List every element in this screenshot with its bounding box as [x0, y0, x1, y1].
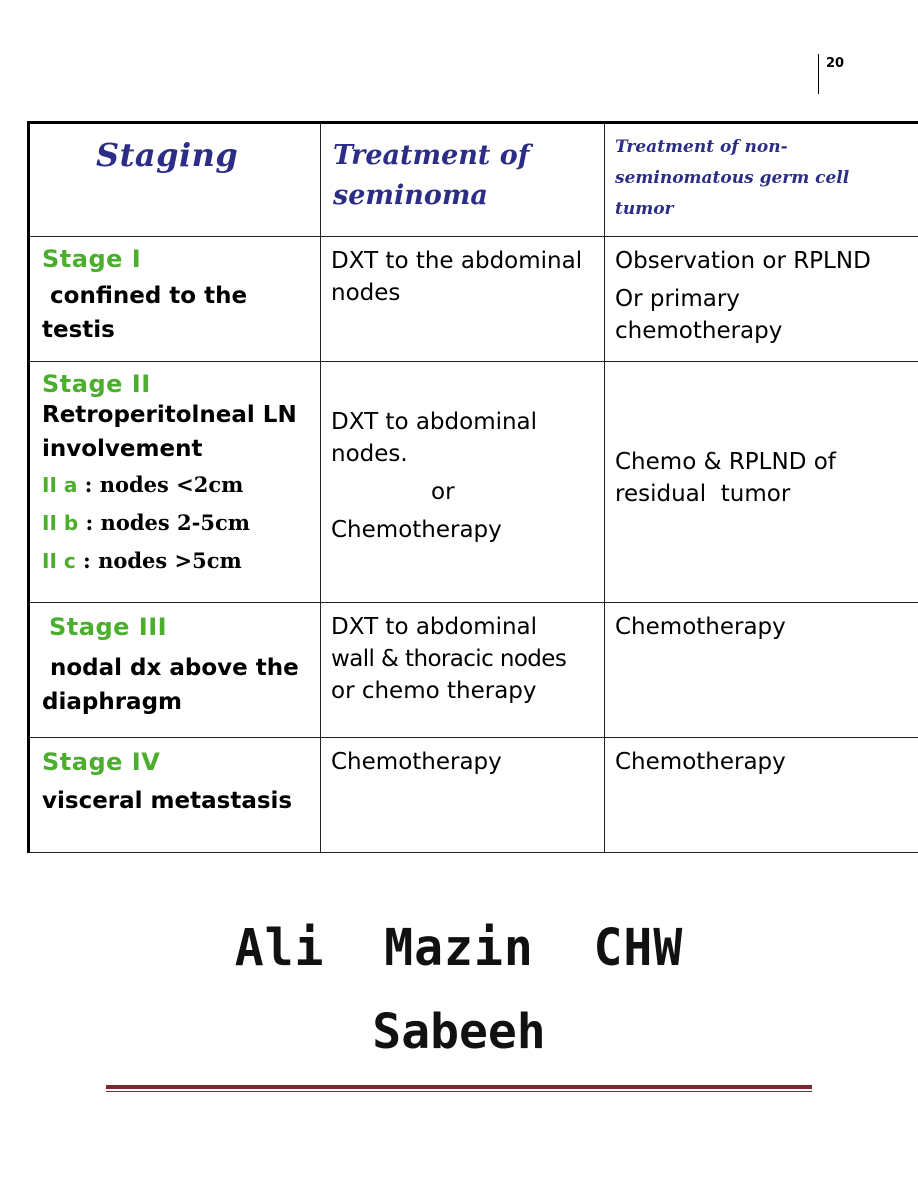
- signature-line-1: Ali Mazin CHW: [234, 918, 684, 978]
- stage-3-seminoma: [321, 603, 604, 707]
- header-non-seminoma-line: seminomatous germ cell: [615, 168, 850, 188]
- stage-3-non-seminoma-cell: [605, 603, 918, 738]
- stage-3-seminoma-line: or chemo therapy: [331, 678, 537, 704]
- staging-table: [27, 121, 918, 853]
- stage-1-seminoma-line: nodes: [331, 280, 401, 306]
- header-seminoma-cell: [321, 123, 605, 237]
- stage-1-seminoma: [321, 237, 604, 309]
- footer-rule-thin: [106, 1091, 812, 1092]
- stage-1-non-seminoma-line: Or primary: [615, 286, 740, 312]
- stage-2-seminoma-line: or: [431, 479, 455, 505]
- node-text: : nodes <2cm: [77, 472, 244, 497]
- node-label: II a: [42, 473, 78, 497]
- stage-2-node-a: [42, 466, 320, 504]
- header-seminoma-line: Treatment of: [333, 140, 530, 171]
- node-text: : nodes 2-5cm: [78, 510, 250, 535]
- stage-1-seminoma-line: DXT to the abdominal: [331, 248, 583, 274]
- stage-2-non-seminoma-cell: [605, 362, 918, 603]
- stage-3-seminoma-cell: [321, 603, 605, 738]
- stage-2-non-seminoma-line: residual tumor: [615, 481, 791, 507]
- header-non-seminoma-cell: [605, 123, 918, 237]
- stage-3-seminoma-line: DXT to abdominal: [331, 614, 538, 640]
- stage-1-desc: [42, 279, 320, 347]
- table-row-stage-1: [29, 237, 918, 362]
- node-label: II c: [42, 549, 76, 573]
- stage-2-seminoma-line: nodes.: [331, 441, 408, 467]
- stage-1-non-seminoma: [605, 237, 918, 347]
- page-number-rule: [818, 54, 819, 94]
- page-number: 20: [826, 56, 845, 71]
- stage-3-desc-line: nodal dx above the: [42, 655, 299, 681]
- table-row-stage-2: [29, 362, 918, 603]
- stage-2-seminoma-cell: [321, 362, 605, 603]
- stage-1-desc-line: confined to the: [42, 283, 248, 309]
- stage-3-desc-line: diaphragm: [42, 689, 182, 715]
- header-seminoma: [321, 124, 604, 216]
- stage-1-cell: [29, 237, 321, 362]
- header-staging-cell: [29, 123, 321, 237]
- header-non-seminoma-line: Treatment of non-: [615, 137, 788, 157]
- stage-3-title: Stage III: [49, 613, 168, 641]
- stage-2-title: Stage II: [42, 370, 151, 398]
- stage-2-non-seminoma-line: Chemo & RPLND of: [615, 449, 836, 475]
- table-header-row: [29, 123, 918, 237]
- header-non-seminoma-line: tumor: [615, 199, 674, 219]
- stage-1-non-seminoma-line: chemotherapy: [615, 318, 783, 344]
- stage-1-desc-line: testis: [42, 317, 115, 343]
- stage-3-cell: [29, 603, 321, 738]
- stage-2-desc: [42, 398, 320, 466]
- stage-1-seminoma-cell: [321, 237, 605, 362]
- signature-line-2: Sabeeh: [372, 1004, 546, 1060]
- stage-1-non-seminoma-line: Observation or RPLND: [615, 248, 871, 274]
- stage-4-seminoma-cell: [321, 738, 605, 853]
- stage-2-desc-line: involvement: [42, 436, 203, 462]
- stage-4-cell: [29, 738, 321, 853]
- node-text: : nodes >5cm: [75, 548, 242, 573]
- stage-2-node-b: [42, 504, 320, 542]
- stage-2-cell: [29, 362, 321, 603]
- stage-4-seminoma: Chemotherapy: [331, 749, 502, 775]
- header-staging: Staging: [96, 136, 239, 174]
- stage-2-node-c: [42, 542, 320, 580]
- header-seminoma-line: seminoma: [333, 180, 488, 211]
- stage-3-desc: [42, 651, 320, 719]
- stage-2-non-seminoma: [605, 362, 918, 510]
- header-non-seminoma: [605, 124, 918, 225]
- stage-2-seminoma-line: DXT to abdominal: [331, 409, 538, 435]
- stage-2-desc-line: Retroperitolneal LN: [42, 402, 297, 428]
- stage-2-seminoma: [321, 362, 604, 546]
- stage-4-desc: visceral metastasis: [42, 788, 293, 814]
- stage-2-seminoma-line: Chemotherapy: [331, 517, 502, 543]
- stage-1-title: Stage I: [42, 245, 142, 273]
- node-label: II b: [42, 511, 79, 535]
- stage-4-non-seminoma: Chemotherapy: [615, 749, 786, 775]
- footer-rule: [106, 1085, 812, 1089]
- stage-3-non-seminoma: Chemotherapy: [615, 614, 786, 640]
- table-row-stage-4: [29, 738, 918, 853]
- stage-4-title: Stage IV: [42, 748, 161, 776]
- table-row-stage-3: [29, 603, 918, 738]
- stage-3-seminoma-line: wall & thoracic nodes: [331, 646, 567, 672]
- stage-4-non-seminoma-cell: [605, 738, 918, 853]
- stage-1-non-seminoma-cell: [605, 237, 918, 362]
